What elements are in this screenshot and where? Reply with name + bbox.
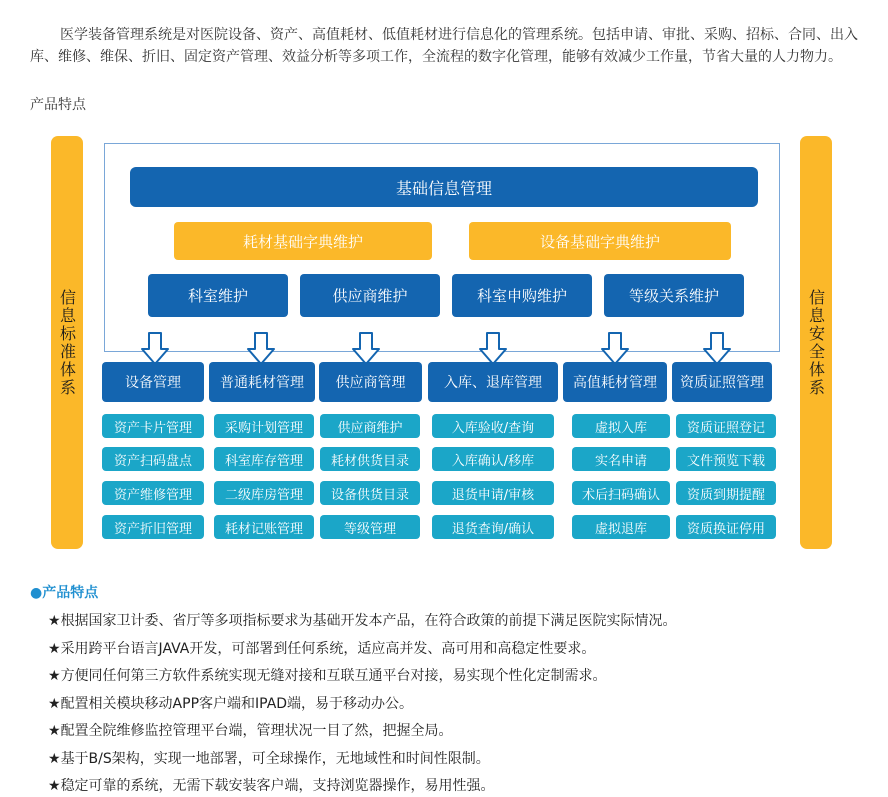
feature-item [48, 667, 607, 685]
star-icon: ★ [48, 751, 61, 767]
module-item: 二级库房管理 [214, 481, 314, 505]
module-title-inbound-return: 入库、退库管理 [428, 362, 558, 402]
module-item: 文件预览下载 [676, 447, 776, 471]
star-icon: ★ [48, 696, 61, 712]
department-maintenance-box: 科室维护 [148, 274, 288, 317]
module-item: 供应商维护 [320, 414, 420, 438]
module-item: 资产卡片管理 [102, 414, 204, 438]
down-arrow-icon [351, 332, 381, 366]
module-title-consumables: 普通耗材管理 [209, 362, 315, 402]
module-item: 入库验收/查询 [432, 414, 554, 438]
module-item: 实名申请 [572, 447, 670, 471]
module-item: 术后扫码确认 [572, 481, 670, 505]
feature-item [48, 777, 495, 795]
grade-relation-maintenance-box: 等级关系维护 [604, 274, 744, 317]
star-icon: ★ [48, 613, 61, 629]
module-item: 退货查询/确认 [432, 515, 554, 539]
left-bar-label: 信息标准体系 [57, 288, 77, 397]
module-title-high-value: 高值耗材管理 [563, 362, 667, 402]
base-info-management-box: 基础信息管理 [130, 167, 758, 207]
feature-item [48, 750, 490, 768]
info-standard-system-bar [51, 136, 83, 549]
consumable-dictionary-box: 耗材基础字典维护 [174, 222, 432, 260]
module-title-supplier: 供应商管理 [319, 362, 422, 402]
features-title-text: 产品特点 [42, 585, 99, 601]
module-title-qualification: 资质证照管理 [672, 362, 772, 402]
module-item: 虚拟退库 [572, 515, 670, 539]
star-icon: ★ [48, 723, 61, 739]
down-arrow-icon [246, 332, 276, 366]
department-purchase-maintenance-box: 科室申购维护 [452, 274, 592, 317]
feature-text: 配置相关模块移动APP客户端和IPAD端，易于移动办公。 [60, 696, 414, 712]
equipment-dictionary-box: 设备基础字典维护 [469, 222, 731, 260]
module-item: 退货申请/审核 [432, 481, 554, 505]
bullet-icon: ● [30, 585, 43, 601]
module-item: 采购计划管理 [214, 414, 314, 438]
module-item: 设备供货目录 [320, 481, 420, 505]
feature-item [48, 640, 595, 658]
feature-text: 方便同任何第三方软件系统实现无缝对接和互联互通平台对接，易实现个性化定制需求。 [60, 668, 607, 684]
down-arrow-icon [600, 332, 630, 366]
feature-item [48, 695, 413, 713]
module-item: 入库确认/移库 [432, 447, 554, 471]
module-item: 资质证照登记 [676, 414, 776, 438]
supplier-maintenance-box: 供应商维护 [300, 274, 440, 317]
down-arrow-icon [140, 332, 170, 366]
feature-text: 稳定可靠的系统，无需下载安装客户端，支持浏览器操作，易用性强。 [60, 778, 495, 794]
module-item: 等级管理 [320, 515, 420, 539]
module-item: 科室库存管理 [214, 447, 314, 471]
module-item: 虚拟入库 [572, 414, 670, 438]
module-item: 资产维修管理 [102, 481, 204, 505]
right-bar-label: 信息安全体系 [806, 288, 826, 397]
feature-text: 根据国家卫计委、省厅等多项指标要求为基础开发本产品，在符合政策的前提下满足医院实际情况。 [60, 613, 677, 629]
intro-paragraph: 医学装备管理系统是对医院设备、资产、高值耗材、低值耗材进行信息化的管理系统。包括申请、审批、采购、招标、合同、出入库、维修、维保、折旧、固定资产管理、效益分析等多项工作，全流程的数字化管理，能够有效减少工作量，节省大量的人力物力。 [30, 27, 858, 65]
info-security-system-bar [800, 136, 832, 549]
feature-item [48, 722, 453, 740]
feature-item [48, 612, 677, 630]
module-item: 资产折旧管理 [102, 515, 204, 539]
module-title-equipment: 设备管理 [102, 362, 204, 402]
star-icon: ★ [48, 641, 61, 657]
features-heading [30, 582, 98, 602]
feature-text: 配置全院维修监控管理平台端，管理状况一目了然，把握全局。 [60, 723, 453, 739]
intro-heading: 产品特点 [30, 97, 86, 113]
down-arrow-icon [702, 332, 732, 366]
module-item: 资质到期提醒 [676, 481, 776, 505]
star-icon: ★ [48, 668, 61, 684]
module-item: 资产扫码盘点 [102, 447, 204, 471]
feature-text: 基于B/S架构，实现一地部署，可全球操作，无地域性和时间性限制。 [60, 751, 490, 767]
module-item: 耗材记账管理 [214, 515, 314, 539]
feature-text: 采用跨平台语言JAVA开发，可部署到任何系统，适应高并发、高可用和高稳定性要求。 [60, 641, 596, 657]
star-icon: ★ [48, 778, 61, 794]
module-item: 资质换证停用 [676, 515, 776, 539]
down-arrow-icon [478, 332, 508, 366]
module-item: 耗材供货目录 [320, 447, 420, 471]
